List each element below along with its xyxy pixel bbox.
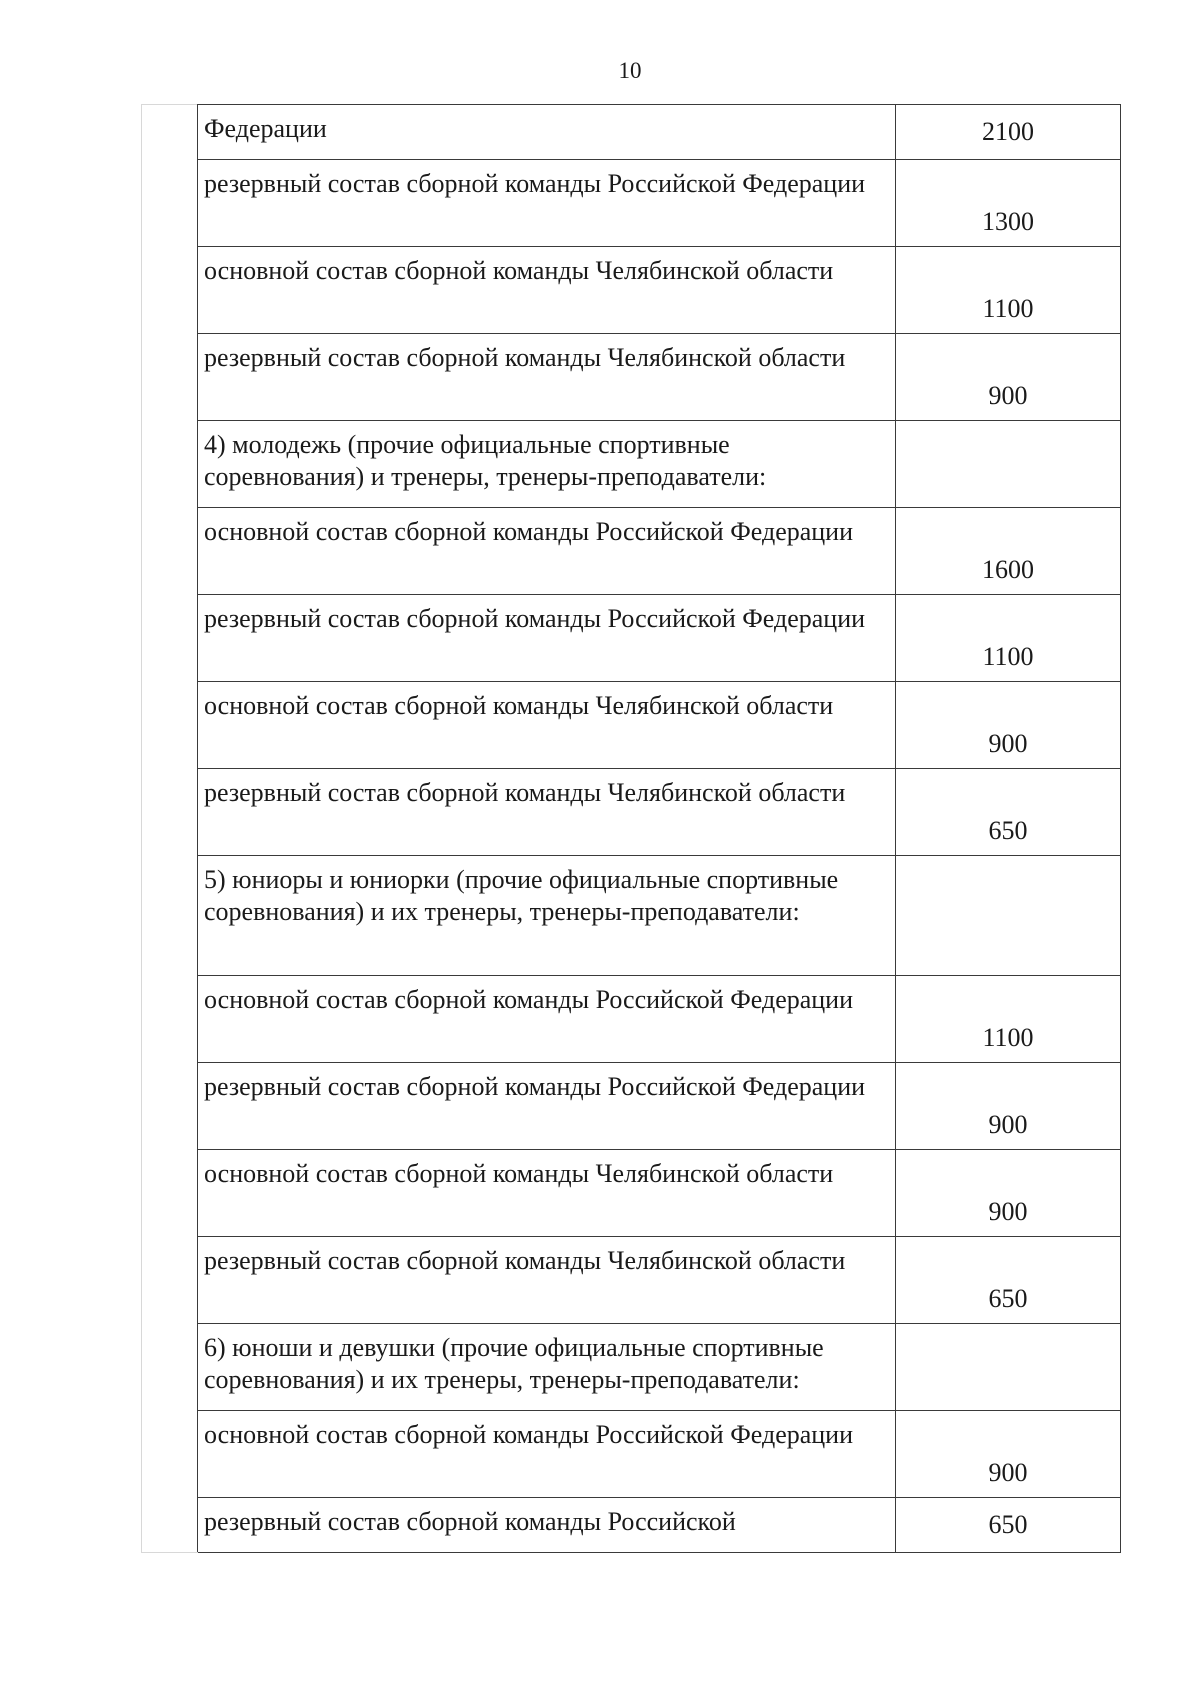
section-heading: 6) юноши и девушки (прочие официальные спортивные соревнования) и их тренеры, тренеры-преподаватели: xyxy=(198,1324,896,1411)
row-description: резервный состав сборной команды Челябинской области xyxy=(198,334,896,421)
table-row xyxy=(142,595,1121,682)
section-heading: 5) юниоры и юниорки (прочие официальные спортивные соревнования) и их тренеры, тренеры-преподаватели: xyxy=(198,856,896,976)
row-value: 900 xyxy=(896,1150,1121,1237)
number-column xyxy=(142,105,198,1553)
row-value: 900 xyxy=(896,334,1121,421)
table-row xyxy=(142,160,1121,247)
table-row xyxy=(142,769,1121,856)
payment-table xyxy=(141,104,1121,1553)
row-description: Федерации xyxy=(198,105,896,160)
row-value: 900 xyxy=(896,1411,1121,1498)
row-description: резервный состав сборной команды Российской Федерации xyxy=(198,160,896,247)
table-row-section-header xyxy=(142,421,1121,508)
row-value: 1600 xyxy=(896,508,1121,595)
row-description: основной состав сборной команды Челябинской области xyxy=(198,1150,896,1237)
row-description: основной состав сборной команды Российской Федерации xyxy=(198,976,896,1063)
table-row xyxy=(142,1237,1121,1324)
table-row xyxy=(142,1063,1121,1150)
row-value: 900 xyxy=(896,682,1121,769)
row-description: основной состав сборной команды Челябинской области xyxy=(198,682,896,769)
row-description: основной состав сборной команды Челябинской области xyxy=(198,247,896,334)
row-value: 1300 xyxy=(896,160,1121,247)
table-row xyxy=(142,1411,1121,1498)
row-value: 1100 xyxy=(896,247,1121,334)
row-value: 900 xyxy=(896,1063,1121,1150)
table-row xyxy=(142,976,1121,1063)
row-description: резервный состав сборной команды Российской Федерации xyxy=(198,1063,896,1150)
table-row xyxy=(142,1150,1121,1237)
table-row xyxy=(142,247,1121,334)
row-value: 1100 xyxy=(896,976,1121,1063)
row-description: резервный состав сборной команды Российской Федерации xyxy=(198,595,896,682)
row-value xyxy=(896,421,1121,508)
table-row xyxy=(142,1498,1121,1553)
row-value: 650 xyxy=(896,769,1121,856)
row-value: 1100 xyxy=(896,595,1121,682)
table-row-section-header xyxy=(142,856,1121,976)
table-row xyxy=(142,105,1121,160)
table-row xyxy=(142,508,1121,595)
table-row-section-header xyxy=(142,1324,1121,1411)
section-heading: 4) молодежь (прочие официальные спортивные соревнования) и тренеры, тренеры-преподаватели: xyxy=(198,421,896,508)
table-row xyxy=(142,682,1121,769)
row-description: резервный состав сборной команды Челябинской области xyxy=(198,769,896,856)
row-value xyxy=(896,856,1121,976)
row-description: резервный состав сборной команды Челябинской области xyxy=(198,1237,896,1324)
row-description: основной состав сборной команды Российской Федерации xyxy=(198,1411,896,1498)
row-value xyxy=(896,1324,1121,1411)
row-value: 650 xyxy=(896,1498,1121,1553)
table-row xyxy=(142,334,1121,421)
row-value: 2100 xyxy=(896,105,1121,160)
row-description: резервный состав сборной команды Российской xyxy=(198,1498,896,1553)
row-description: основной состав сборной команды Российской Федерации xyxy=(198,508,896,595)
row-value: 650 xyxy=(896,1237,1121,1324)
page-number: 10 xyxy=(618,58,642,83)
